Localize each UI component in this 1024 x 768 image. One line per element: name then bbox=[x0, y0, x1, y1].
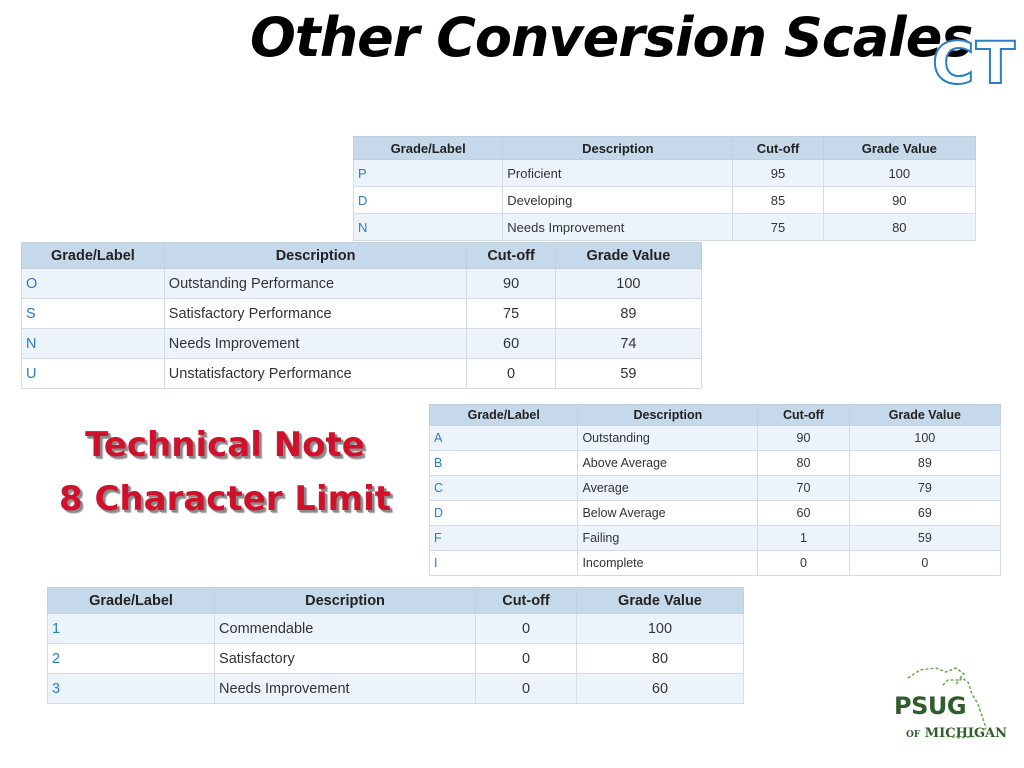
grade-value-cell: 90 bbox=[823, 187, 975, 214]
psug-logo-name: PSUG bbox=[894, 692, 967, 720]
grade-label-cell: D bbox=[354, 187, 503, 214]
description-cell: Needs Improvement bbox=[503, 214, 733, 241]
grade-label-cell: O bbox=[22, 269, 165, 299]
cutoff-cell: 0 bbox=[476, 674, 577, 704]
grade-value-cell: 74 bbox=[555, 329, 701, 359]
description-cell: Commendable bbox=[215, 614, 476, 644]
table-row bbox=[430, 476, 1001, 501]
table-row bbox=[430, 451, 1001, 476]
table-header-row bbox=[22, 243, 702, 269]
table-row bbox=[22, 329, 702, 359]
table-row bbox=[430, 501, 1001, 526]
ct-logo: CT bbox=[932, 29, 1017, 97]
column-header-grade-value: Grade Value bbox=[849, 405, 1000, 426]
table-row bbox=[430, 426, 1001, 451]
cutoff-cell: 70 bbox=[758, 476, 849, 501]
column-header-grade-label: Grade/Label bbox=[430, 405, 578, 426]
description-cell: Satisfactory Performance bbox=[164, 299, 467, 329]
description-cell: Needs Improvement bbox=[215, 674, 476, 704]
grade-label-cell: 3 bbox=[48, 674, 215, 704]
cutoff-cell: 0 bbox=[758, 551, 849, 576]
grade-label-cell: S bbox=[22, 299, 165, 329]
column-header-grade-value: Grade Value bbox=[555, 243, 701, 269]
slide-title: Other Conversion Scales bbox=[250, 6, 973, 69]
grade-scale-table-numeric bbox=[47, 587, 744, 704]
description-cell: Below Average bbox=[578, 501, 758, 526]
table-row bbox=[48, 674, 744, 704]
cutoff-cell: 1 bbox=[758, 526, 849, 551]
cutoff-cell: 60 bbox=[467, 329, 555, 359]
grade-label-cell: B bbox=[430, 451, 578, 476]
description-cell: Outstanding Performance bbox=[164, 269, 467, 299]
cutoff-cell: 80 bbox=[758, 451, 849, 476]
cutoff-cell: 0 bbox=[476, 644, 577, 674]
column-header-grade-label: Grade/Label bbox=[354, 137, 503, 160]
column-header-cutoff: Cut-off bbox=[758, 405, 849, 426]
table-row bbox=[430, 551, 1001, 576]
grade-label-cell: N bbox=[354, 214, 503, 241]
table-header-row bbox=[354, 137, 976, 160]
grade-value-cell: 80 bbox=[576, 644, 743, 674]
grade-scale-table-performance bbox=[21, 242, 702, 389]
cutoff-cell: 90 bbox=[758, 426, 849, 451]
grade-scale-table-letter bbox=[429, 404, 1001, 576]
table-row bbox=[354, 214, 976, 241]
grade-label-cell: 1 bbox=[48, 614, 215, 644]
table-row bbox=[430, 526, 1001, 551]
grade-value-cell: 100 bbox=[555, 269, 701, 299]
grade-label-cell: P bbox=[354, 160, 503, 187]
cutoff-cell: 0 bbox=[476, 614, 577, 644]
column-header-description: Description bbox=[215, 588, 476, 614]
grade-label-cell: A bbox=[430, 426, 578, 451]
grade-value-cell: 60 bbox=[576, 674, 743, 704]
grade-value-cell: 100 bbox=[823, 160, 975, 187]
grade-value-cell: 100 bbox=[849, 426, 1000, 451]
description-cell: Failing bbox=[578, 526, 758, 551]
grade-label-cell: F bbox=[430, 526, 578, 551]
cutoff-cell: 75 bbox=[733, 214, 823, 241]
grade-value-cell: 69 bbox=[849, 501, 1000, 526]
grade-value-cell: 89 bbox=[849, 451, 1000, 476]
table-row bbox=[354, 187, 976, 214]
column-header-description: Description bbox=[503, 137, 733, 160]
description-cell: Proficient bbox=[503, 160, 733, 187]
column-header-grade-value: Grade Value bbox=[576, 588, 743, 614]
cutoff-cell: 60 bbox=[758, 501, 849, 526]
table-row bbox=[48, 644, 744, 674]
table-row bbox=[22, 359, 702, 389]
grade-label-cell: I bbox=[430, 551, 578, 576]
table-header-row bbox=[430, 405, 1001, 426]
column-header-grade-label: Grade/Label bbox=[48, 588, 215, 614]
cutoff-cell: 85 bbox=[733, 187, 823, 214]
column-header-grade-value: Grade Value bbox=[823, 137, 975, 160]
description-cell: Unstatisfactory Performance bbox=[164, 359, 467, 389]
cutoff-cell: 75 bbox=[467, 299, 555, 329]
description-cell: Outstanding bbox=[578, 426, 758, 451]
description-cell: Developing bbox=[503, 187, 733, 214]
psug-logo-of: OF bbox=[906, 730, 921, 740]
grade-value-cell: 79 bbox=[849, 476, 1000, 501]
table-header-row bbox=[48, 588, 744, 614]
grade-value-cell: 59 bbox=[849, 526, 1000, 551]
technical-note-limit: 8 Character Limit bbox=[58, 479, 392, 519]
technical-note-title: Technical Note bbox=[85, 425, 365, 465]
grade-value-cell: 89 bbox=[555, 299, 701, 329]
grade-label-cell: U bbox=[22, 359, 165, 389]
column-header-cutoff: Cut-off bbox=[467, 243, 555, 269]
grade-value-cell: 0 bbox=[849, 551, 1000, 576]
description-cell: Above Average bbox=[578, 451, 758, 476]
grade-label-cell: 2 bbox=[48, 644, 215, 674]
technical-note bbox=[40, 418, 410, 526]
table-row bbox=[354, 160, 976, 187]
column-header-cutoff: Cut-off bbox=[733, 137, 823, 160]
description-cell: Needs Improvement bbox=[164, 329, 467, 359]
grade-value-cell: 100 bbox=[576, 614, 743, 644]
grade-value-cell: 80 bbox=[823, 214, 975, 241]
psug-logo-region bbox=[906, 726, 1007, 741]
grade-label-cell: D bbox=[430, 501, 578, 526]
description-cell: Average bbox=[578, 476, 758, 501]
cutoff-cell: 0 bbox=[467, 359, 555, 389]
table-row bbox=[48, 614, 744, 644]
table-row bbox=[22, 299, 702, 329]
psug-logo-michigan: MICHIGAN bbox=[924, 726, 1008, 741]
column-header-grade-label: Grade/Label bbox=[22, 243, 165, 269]
grade-value-cell: 59 bbox=[555, 359, 701, 389]
psug-michigan-logo bbox=[886, 664, 1008, 748]
description-cell: Incomplete bbox=[578, 551, 758, 576]
cutoff-cell: 90 bbox=[467, 269, 555, 299]
column-header-description: Description bbox=[578, 405, 758, 426]
description-cell: Satisfactory bbox=[215, 644, 476, 674]
cutoff-cell: 95 bbox=[733, 160, 823, 187]
grade-scale-table-proficiency bbox=[353, 136, 976, 241]
column-header-description: Description bbox=[164, 243, 467, 269]
column-header-cutoff: Cut-off bbox=[476, 588, 577, 614]
grade-label-cell: N bbox=[22, 329, 165, 359]
table-row bbox=[22, 269, 702, 299]
grade-label-cell: C bbox=[430, 476, 578, 501]
